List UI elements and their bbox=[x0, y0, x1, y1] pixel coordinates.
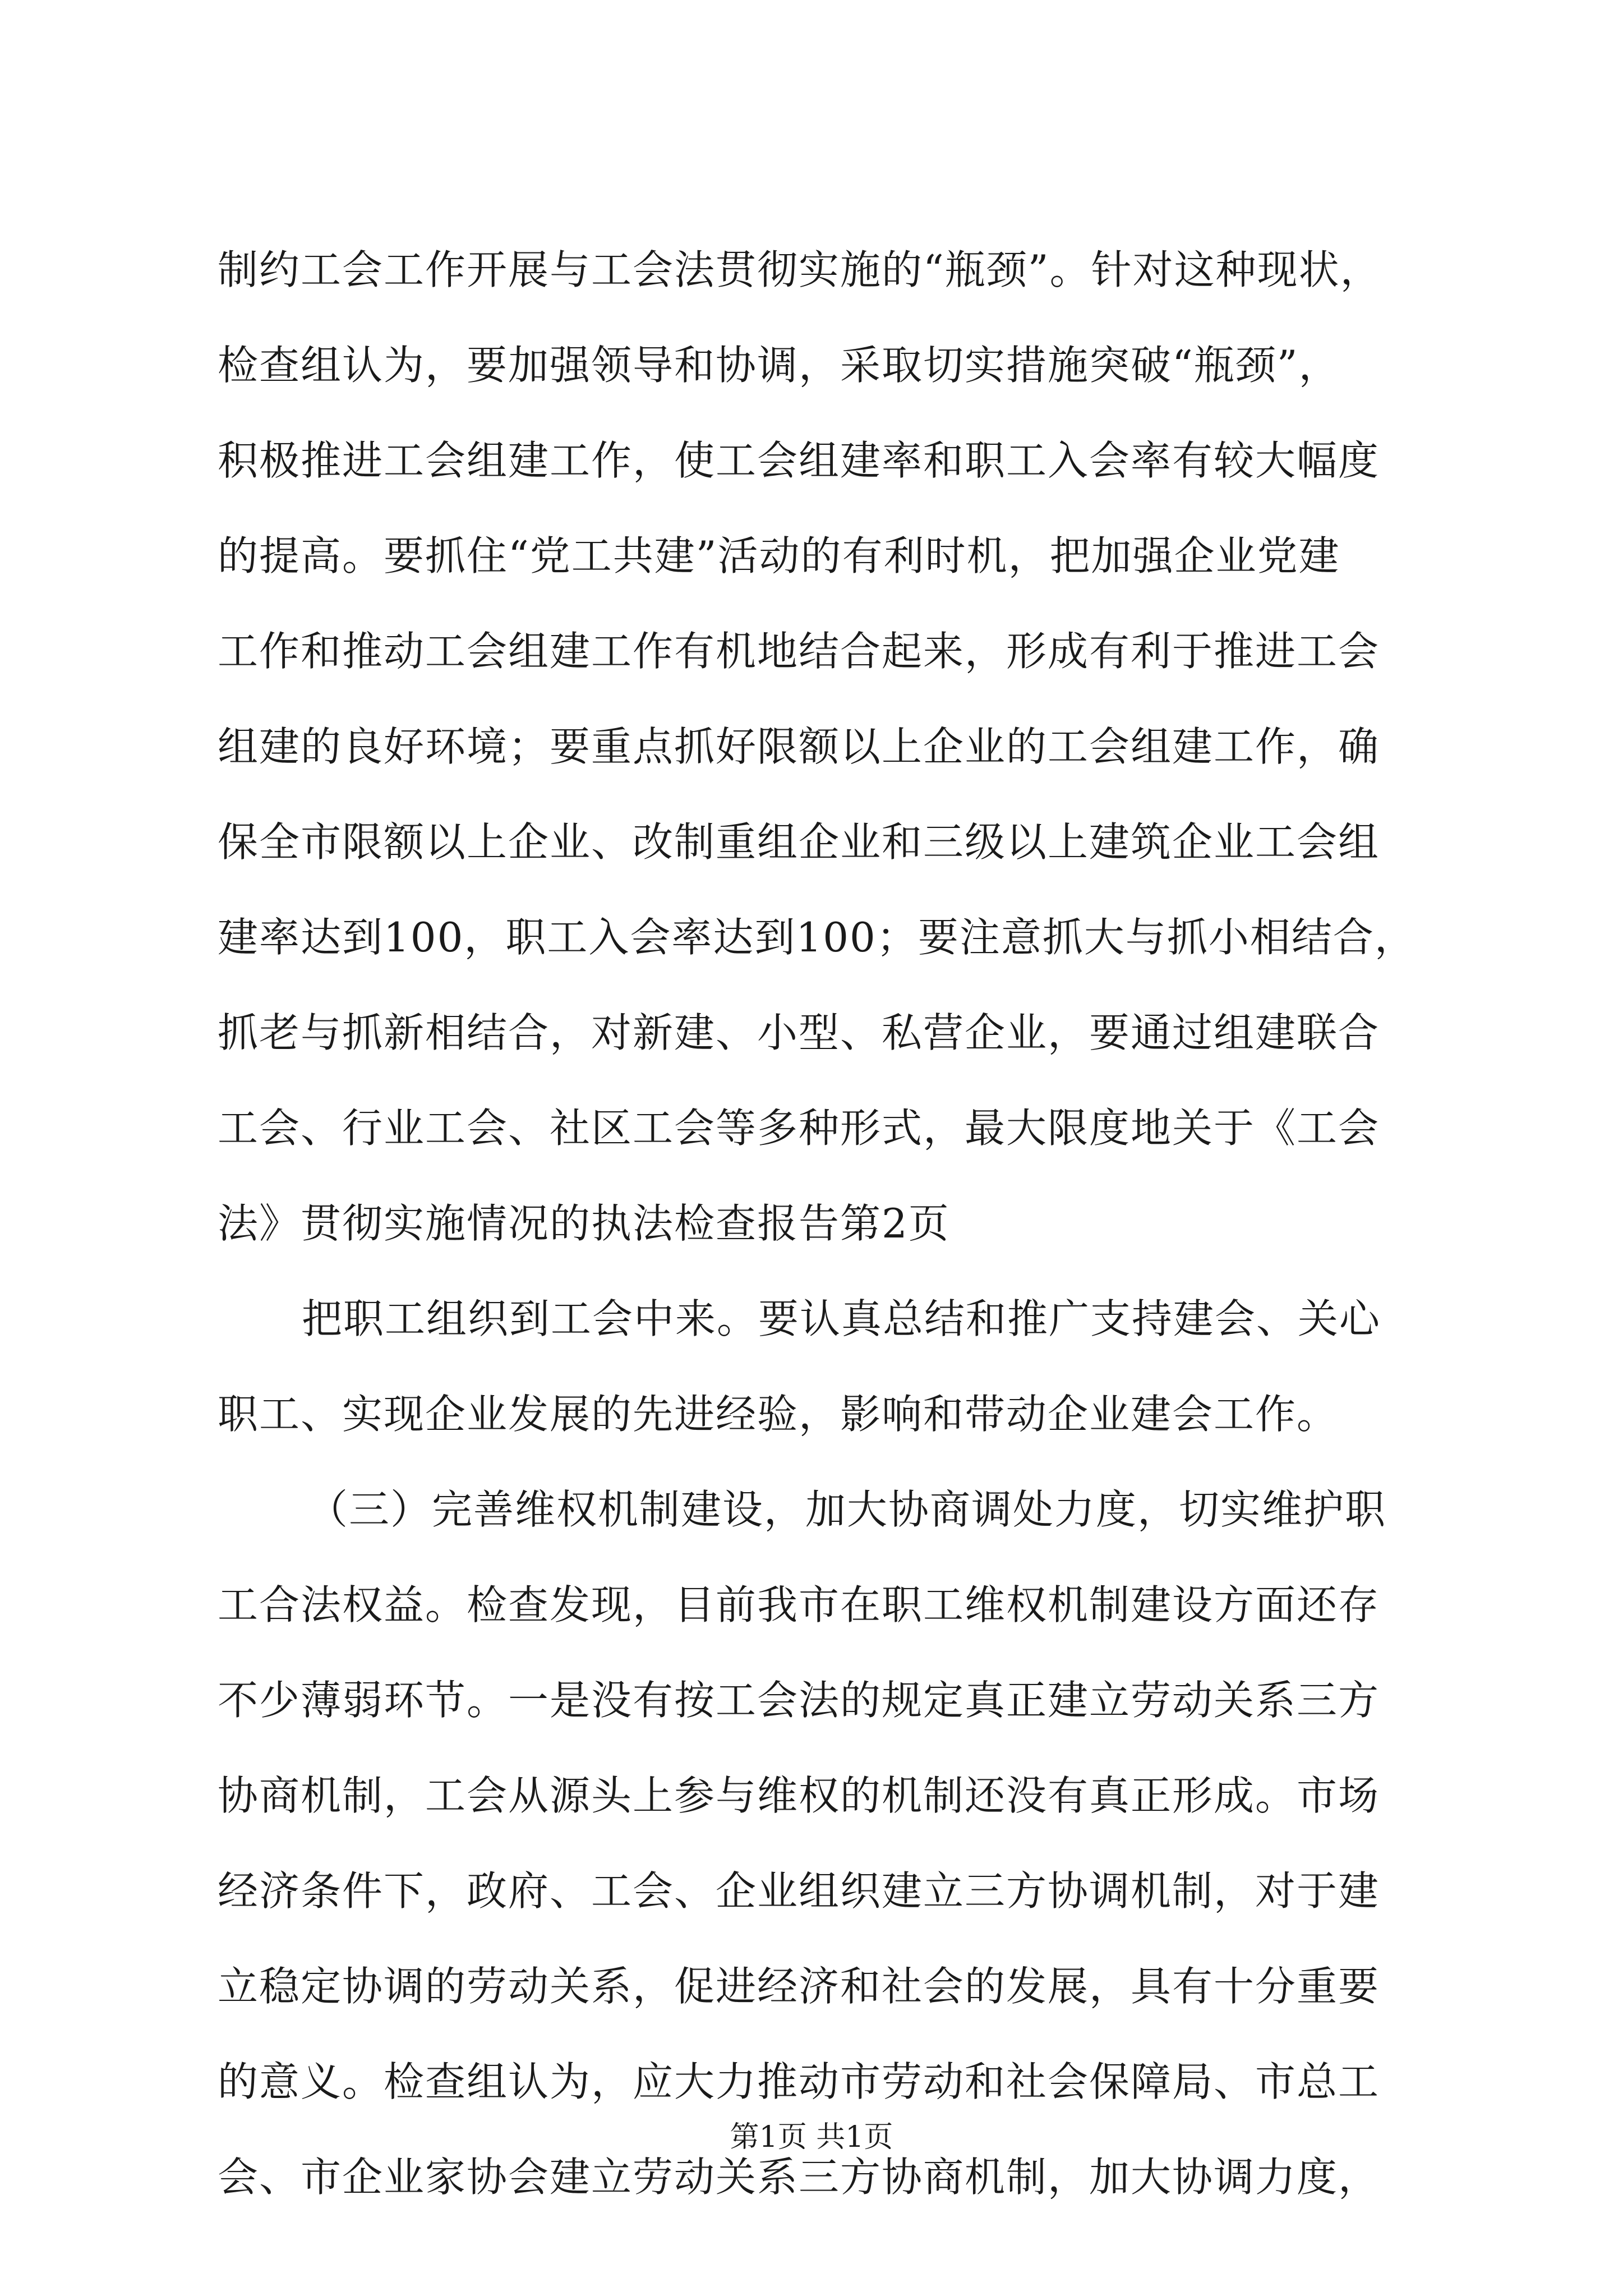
text-line: 的提高。要抓住“党工共建”活动的有利时机，把加强企业党建 bbox=[218, 532, 1340, 579]
text-line: 工会、行业工会、社区工会等多种形式，最大限度地关于《工会 bbox=[218, 1105, 1380, 1152]
page-number-label: 第1页 共1页 bbox=[730, 2120, 893, 2154]
text-line: 保全市限额以上企业、改制重组企业和三级以上建筑企业工会组 bbox=[218, 818, 1380, 866]
text-line: 制约工会工作开展与工会法贯彻实施的“瓶颈”。针对这种现状， bbox=[218, 246, 1382, 293]
text-line: 工合法权益。检查发现，目前我市在职工维权机制建设方面还存 bbox=[218, 1581, 1380, 1628]
text-line: 不少薄弱环节。一是没有按工会法的规定真正建立劳动关系三方 bbox=[218, 1677, 1380, 1724]
text-line: 的意义。检查组认为，应大力推动市劳动和社会保障局、市总工 bbox=[218, 2058, 1380, 2105]
text-line: 抓老与抓新相结合，对新建、小型、私营企业，要通过组建联合 bbox=[218, 1009, 1380, 1056]
section-heading-line: （三）完善维权机制建设，加大协商调处力度，切实维护职 bbox=[307, 1486, 1387, 1533]
text-line: 检查组认为，要加强领导和协调，采取切实措施突破“瓶颈”， bbox=[218, 342, 1340, 389]
paragraph-start-line: 把职工组织到工会中来。要认真总结和推广支持建会、关心 bbox=[302, 1295, 1381, 1342]
text-line: 法》贯彻实施情况的执法检查报告第2页 bbox=[218, 1200, 950, 1247]
text-line: 工作和推动工会组建工作有机地结合起来，形成有利于推进工会 bbox=[218, 628, 1380, 675]
text-line: 经济条件下，政府、工会、企业组织建立三方协调机制，对于建 bbox=[218, 1867, 1380, 1915]
page-footer bbox=[0, 2118, 1623, 2157]
text-line: 会、市企业家协会建立劳动关系三方协商机制，加大协调力度， bbox=[218, 2154, 1380, 2201]
text-line: 建率达到100，职工入会率达到100；要注意抓大与抓小相结合， bbox=[218, 914, 1416, 961]
text-line: 职工、实现企业发展的先进经验，影响和带动企业建会工作。 bbox=[218, 1391, 1339, 1438]
body-text bbox=[218, 222, 1429, 2225]
text-line: 组建的良好环境；要重点抓好限额以上企业的工会组建工作，确 bbox=[218, 723, 1380, 770]
text-line: 立稳定协调的劳动关系，促进经济和社会的发展，具有十分重要 bbox=[218, 1963, 1380, 2010]
text-line: 积极推进工会组建工作，使工会组建率和职工入会率有较大幅度 bbox=[218, 437, 1380, 484]
text-line: 协商机制，工会从源头上参与维权的机制还没有真正形成。市场 bbox=[218, 1772, 1380, 1819]
